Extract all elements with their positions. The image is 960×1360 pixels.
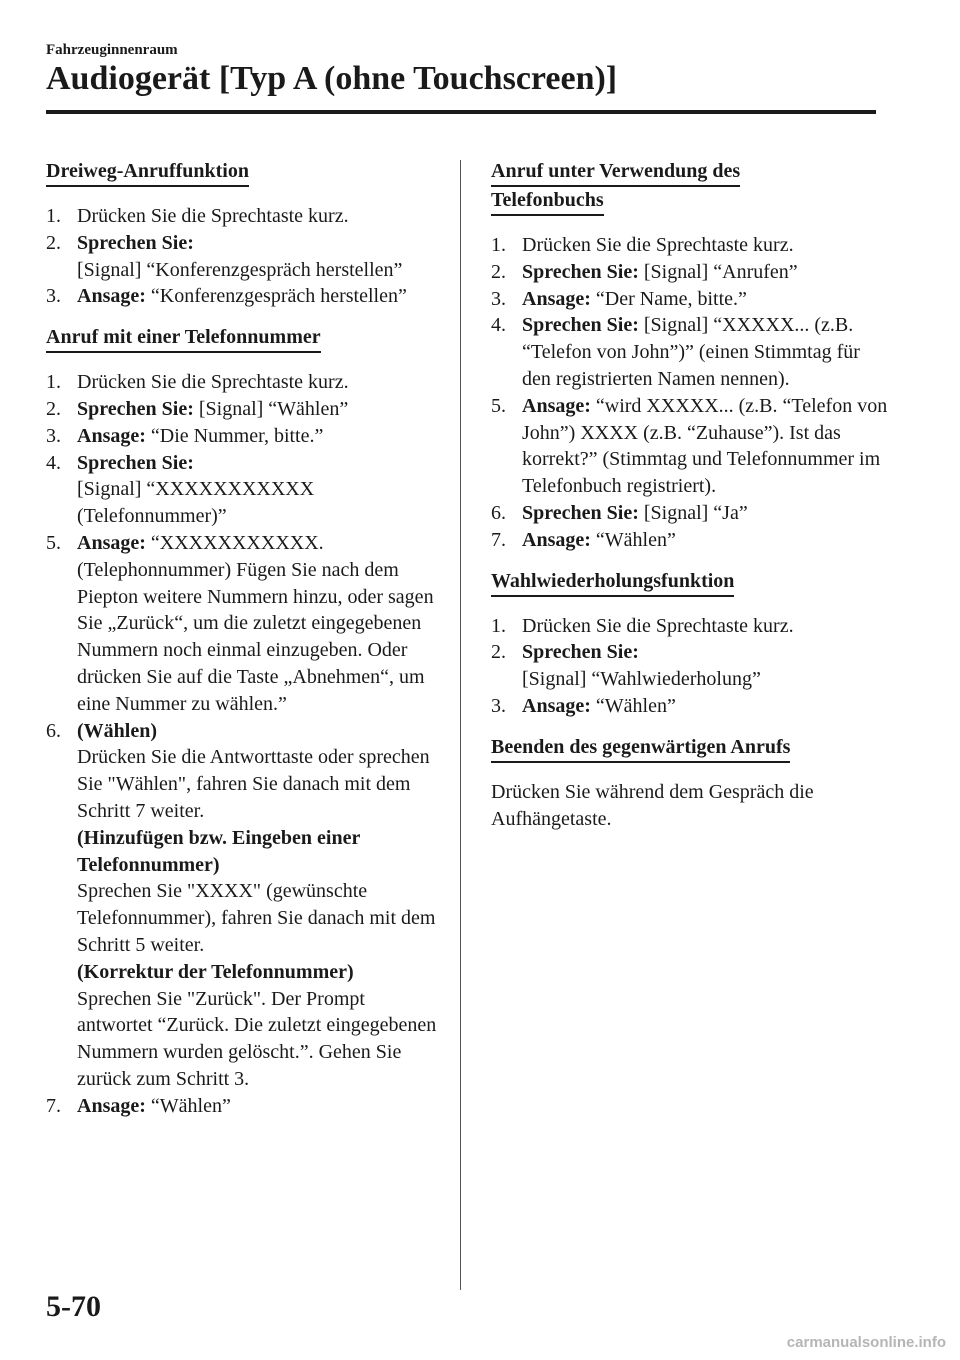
section-end-call [491,734,891,833]
step-list [491,613,891,720]
step-number: 6. [491,501,506,524]
step-number: 1. [46,371,61,394]
section-phonebook-call [491,158,891,554]
step-number: 3. [46,285,61,308]
step-number: 1. [491,614,506,637]
list-item [491,286,891,313]
step-subheading: (Hinzufügen bzw. Eingeben einer Telefonnummer) [77,826,360,876]
title-rule [46,110,876,114]
list-item [491,259,891,286]
step-number: 4. [46,451,61,474]
step-keyword: Sprechen Sie: [77,451,194,474]
section-heading: Telefonbuchs [491,187,604,216]
section-three-way-call [46,158,441,310]
step-number: 3. [491,694,506,717]
list-item [491,693,891,720]
section-heading: Dreiweg-Anruffunktion [46,158,249,187]
section-redial [491,568,891,720]
watermark: carmanualsonline.info [786,1334,946,1351]
step-text: [Signal] “Ja” [638,501,748,524]
step-keyword: Ansage: [522,528,591,551]
list-item [46,283,441,310]
step-text: “XXXXXXXXXXX. (Telephonnummer) Fügen Sie nach dem Piepton weitere Nummern hinzu, oder sagen Sie „Zurück“, um die zuletzt eingegebenen Nummern noch einmal einzugeben. Oder drücken Sie auf die Taste „Abnehmen“, um eine Nummer zu wählen.” [77,531,434,715]
list-item [491,527,891,554]
list-item [46,203,441,230]
step-keyword: Ansage: [522,394,591,417]
step-text: Sprechen Sie "XXXX" (gewünschte Telefonnummer), fahren Sie danach mit dem Schritt 5 weiter. [77,880,436,956]
step-text: [Signal] “Konferenzgespräch herstellen” [77,258,403,281]
list-item [46,718,441,1093]
step-number: 7. [491,528,506,551]
step-text: Drücken Sie die Sprechtaste kurz. [77,371,349,394]
list-item [46,396,441,423]
step-number: 3. [491,287,506,310]
list-item [46,423,441,450]
list-item [491,312,891,392]
step-number: 6. [46,719,61,742]
step-keyword: Sprechen Sie: [522,641,639,664]
list-item [46,230,441,284]
step-number: 2. [46,231,61,254]
step-text: “Wählen” [590,694,676,717]
list-item [46,369,441,396]
paragraph: Drücken Sie während dem Gespräch die Aufhängetaste. [491,780,814,830]
step-keyword: Ansage: [522,694,591,717]
step-number: 4. [491,314,506,337]
section-call-by-number [46,324,441,1119]
section-heading: Beenden des gegenwärtigen Anrufs [491,734,790,763]
step-keyword: Sprechen Sie: [77,397,194,420]
list-item [46,1093,441,1120]
left-column [46,158,441,1134]
step-keyword: (Wählen) [77,719,157,742]
step-keyword: Ansage: [522,287,591,310]
step-list [46,203,441,310]
step-text: “Wählen” [590,528,676,551]
step-number: 3. [46,424,61,447]
step-text: “Der Name, bitte.” [590,287,747,310]
step-text: [Signal] “XXXXXXXXXXX (Telefonnummer)” [77,478,315,528]
section-label: Fahrzeuginnenraum [46,42,178,58]
right-column [491,158,891,846]
step-text: [Signal] “XXXXX... (z.B. “Telefon von John”)” (einen Stimmtag für den registrierten Namen nennen). [522,314,860,390]
step-keyword: Sprechen Sie: [77,231,194,254]
list-item [491,613,891,640]
step-number: 5. [491,394,506,417]
step-text: “wird XXXXX... (z.B. “Telefon von John”) XXXX (z.B. “Zuhause”). Ist das korrekt?” (Stimmtag und Telefonnummer im Telefonbuch registriert). [522,394,888,498]
step-number: 2. [491,641,506,664]
step-number: 1. [46,205,61,227]
list-item [46,530,441,718]
step-text: [Signal] “Anrufen” [638,260,798,283]
list-item [491,393,891,500]
step-text: “Wählen” [145,1094,231,1117]
list-item [46,450,441,530]
step-number: 5. [46,531,61,554]
list-item [491,232,891,259]
step-text: Drücken Sie die Antworttaste oder sprechen Sie "Wählen", fahren Sie danach mit dem Schritt 7 weiter. [77,746,430,822]
step-text: [Signal] “Wählen” [193,397,349,420]
list-item [491,500,891,527]
step-keyword: Sprechen Sie: [522,260,639,283]
step-list [46,369,441,1119]
step-keyword: Ansage: [77,424,146,447]
step-text: [Signal] “Wahlwiederholung” [522,668,761,691]
step-text: “Die Nummer, bitte.” [145,424,324,447]
step-number: 1. [491,234,506,256]
step-list [491,232,891,554]
step-number: 2. [491,260,506,283]
page-title: Audiogerät [Typ A (ohne Touchscreen)] [46,60,618,97]
step-text: Drücken Sie die Sprechtaste kurz. [522,234,794,256]
step-keyword: Ansage: [77,1094,146,1117]
step-text: “Konferenzgespräch herstellen” [145,285,407,308]
step-keyword: Ansage: [77,285,146,308]
section-heading: Anruf mit einer Telefonnummer [46,324,321,353]
step-text: Sprechen Sie "Zurück". Der Prompt antwortet “Zurück. Die zuletzt eingegebenen Nummern wurden gelöscht.”. Gehen Sie zurück zum Schritt 3. [77,987,437,1090]
step-text: Drücken Sie die Sprechtaste kurz. [522,614,794,637]
page-number: 5-70 [46,1290,101,1323]
step-keyword: Sprechen Sie: [522,314,639,337]
section-heading: Anruf unter Verwendung des [491,158,740,187]
step-keyword: Sprechen Sie: [522,501,639,524]
section-heading: Wahlwiederholungsfunktion [491,568,734,597]
step-keyword: Ansage: [77,531,146,554]
step-subheading: (Korrektur der Telefonnummer) [77,960,354,983]
column-divider [460,160,461,1290]
step-number: 7. [46,1094,61,1117]
step-text: Drücken Sie die Sprechtaste kurz. [77,205,349,227]
list-item [491,639,891,693]
step-number: 2. [46,397,61,420]
